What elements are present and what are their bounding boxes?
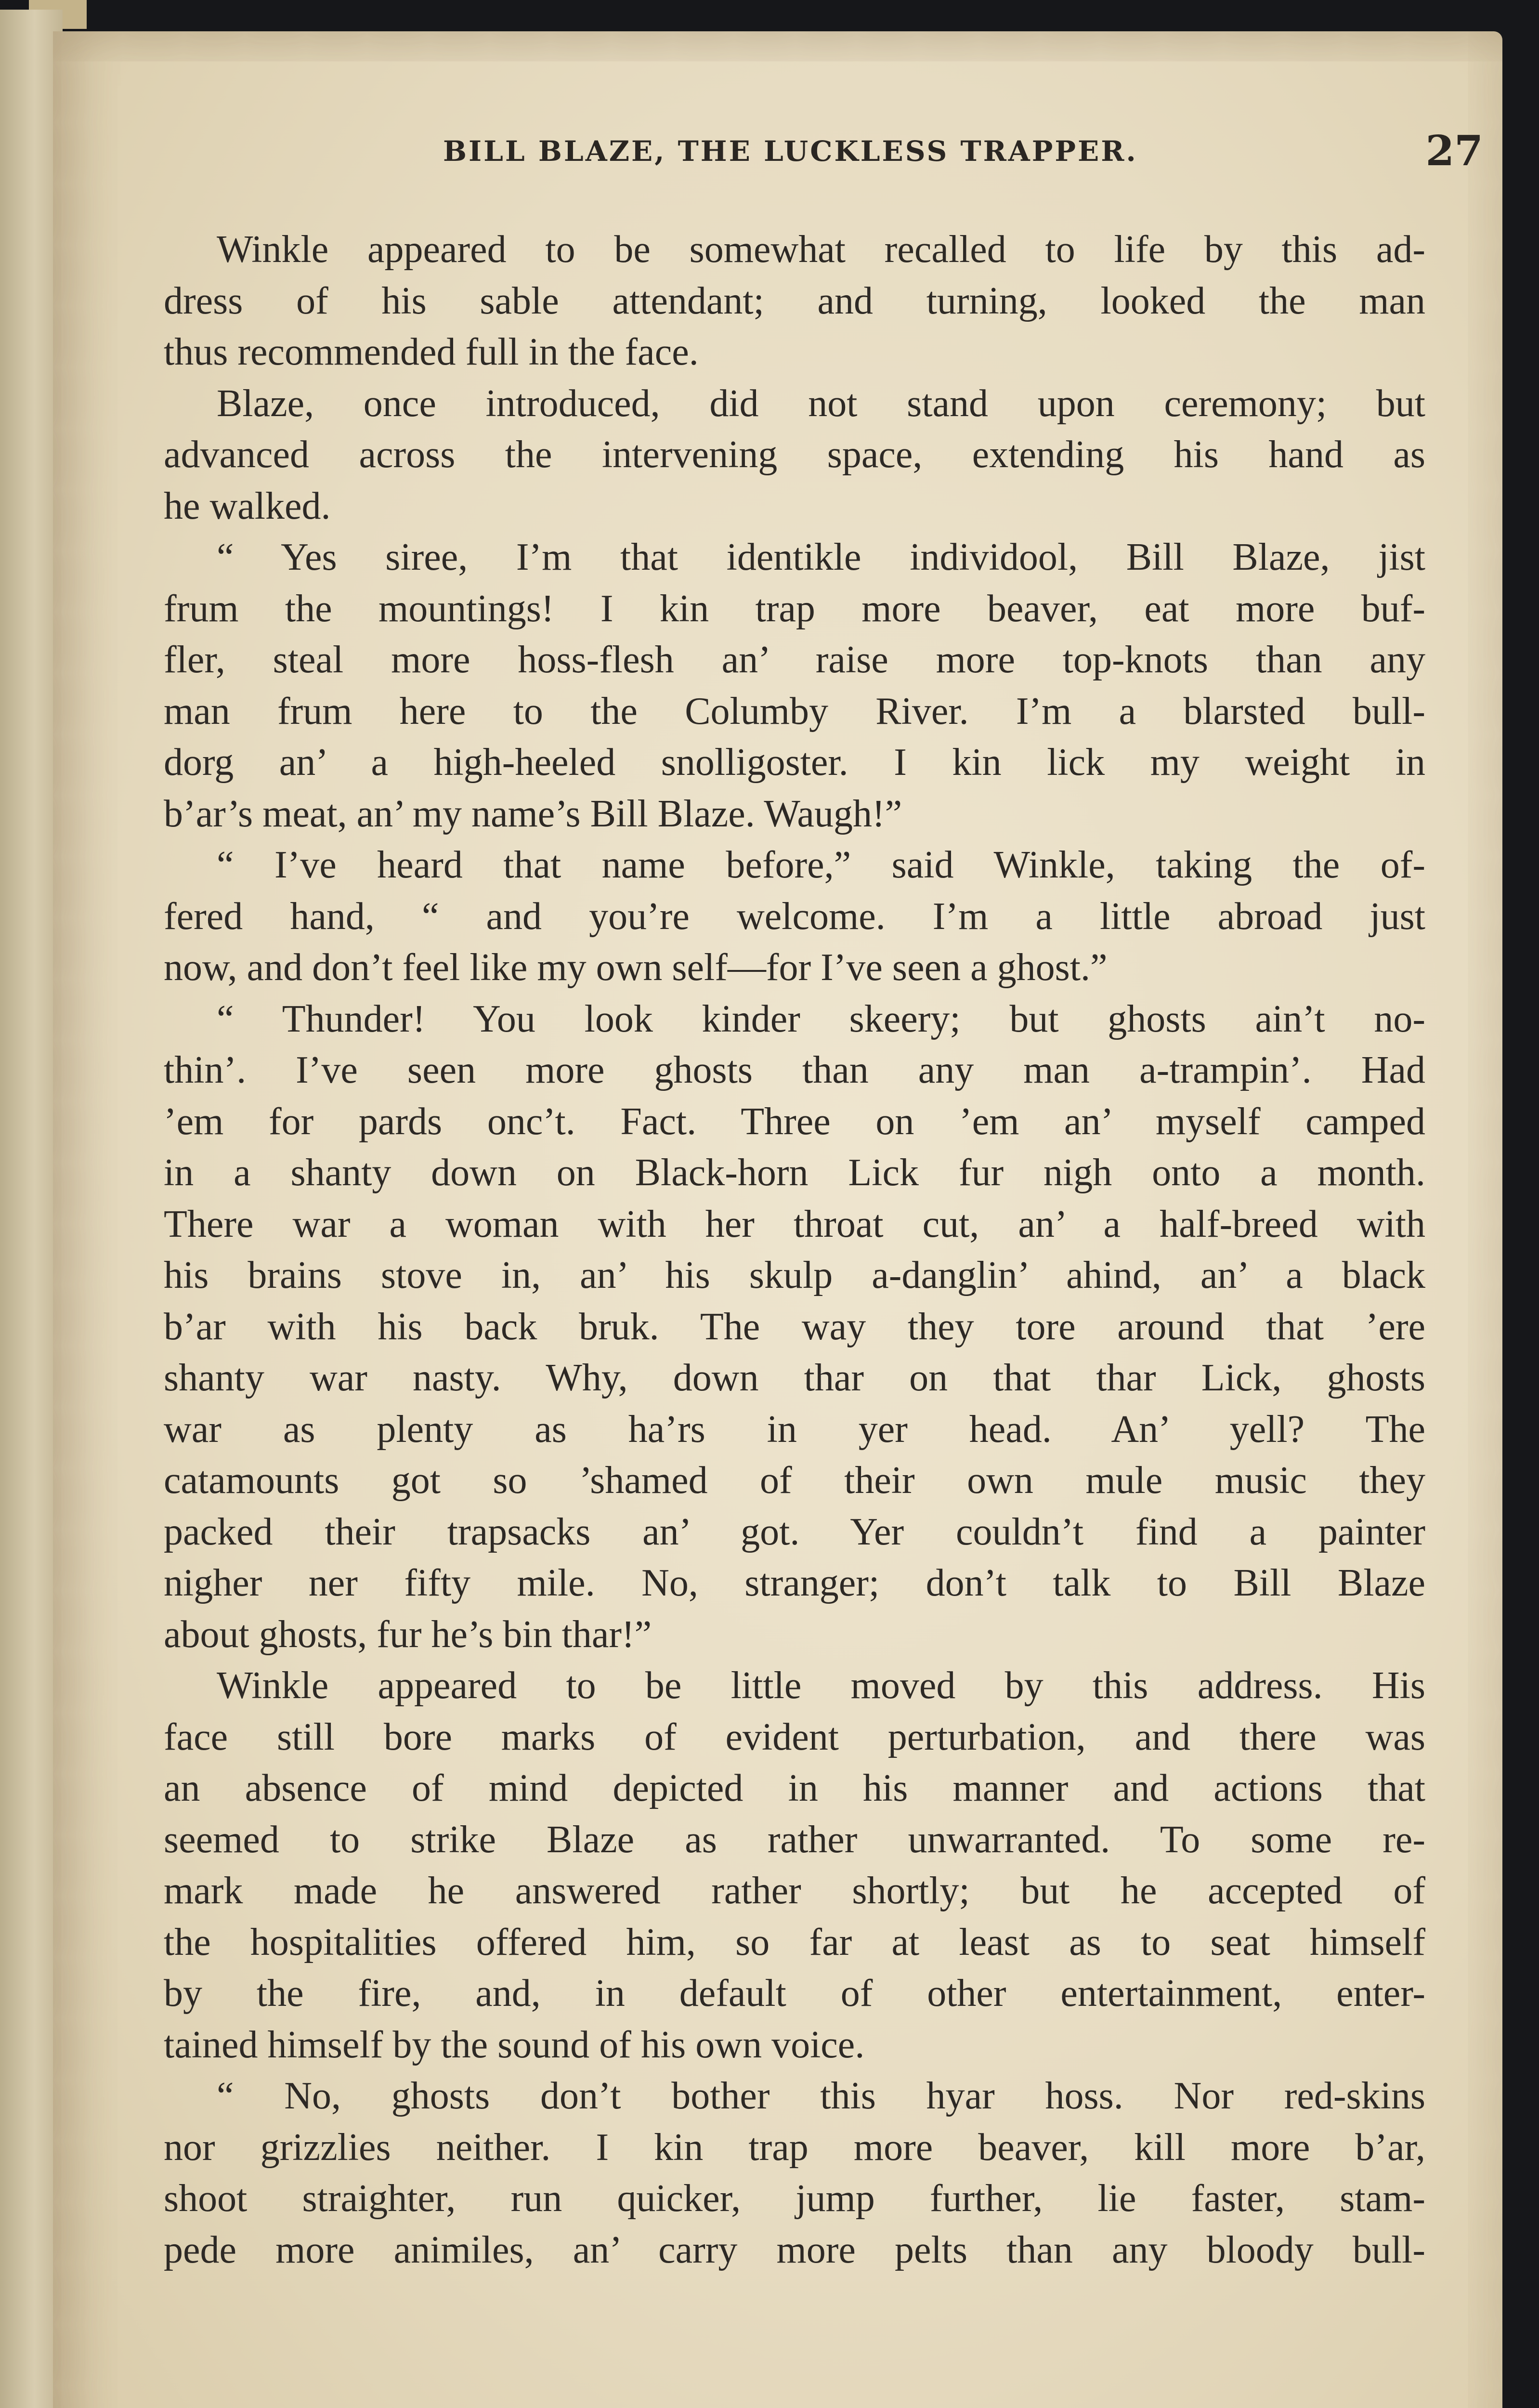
text-line: b’ar’s meat, an’ my name’s Bill Blaze. Waugh!” [164, 792, 902, 835]
page-number: 27 [1425, 127, 1483, 175]
text-line: face still bore marks of evident perturbation, and there was [164, 1715, 1425, 1758]
text-line: tained himself by the sound of his own voice. [164, 2023, 865, 2066]
text-line: nor grizzlies neither. I kin trap more beaver, kill more b’ar, [164, 2126, 1425, 2169]
text-line: in a shanty down on Black-horn Lick fur nigh onto a month. [164, 1152, 1425, 1194]
text-line: shanty war nasty. Why, down thar on that thar Lick, ghosts [164, 1357, 1425, 1399]
text-line: an absence of mind depicted in his manner and actions that [164, 1767, 1425, 1809]
text-line: by the fire, and, in default of other entertainment, enter- [164, 1972, 1425, 2015]
text-line: about ghosts, fur he’s bin thar!” [164, 1613, 652, 1656]
text-line: b’ar with his back bruk. The way they tore around that ’ere [164, 1305, 1425, 1348]
text-line: the hospitalities offered him, so far at least as to seat himself [164, 1921, 1425, 1963]
text-line: now, and don’t feel like my own self—for I’ve seen a ghost.” [164, 946, 1108, 989]
text-line: ’em for pards onc’t. Fact. Three on ’em an’ myself camped [164, 1100, 1425, 1143]
text-line: packed their trapsacks an’ got. Yer couldn’t find a painter [164, 1510, 1425, 1553]
text-line: his brains stove in, an’ his skulp a-danglin’ ahind, an’ a black [164, 1254, 1425, 1296]
text-line: There war a woman with her throat cut, an’ a half-breed with [164, 1203, 1425, 1245]
text-line: “ Thunder! You look kinder skeery; but ghosts ain’t no- [217, 997, 1425, 1040]
text-line: frum the mountings! I kin trap more beaver, eat more buf- [164, 587, 1425, 630]
text-line: fered hand, “ and you’re welcome. I’m a little abroad just [164, 895, 1425, 938]
text-line: war as plenty as ha’rs in yer head. An’ yell? The [164, 1408, 1425, 1451]
text-line: Winkle appeared to be little moved by this address. His [217, 1664, 1425, 1707]
text-line: thin’. I’ve seen more ghosts than any man a-trampin’. Had [164, 1049, 1425, 1091]
text-line: fler, steal more hoss-flesh an’ raise more top-knots than any [164, 639, 1425, 681]
text-line: advanced across the intervening space, extending his hand as [164, 433, 1425, 476]
text-line: nigher ner fifty mile. No, stranger; don’t talk to Bill Blaze [164, 1562, 1425, 1604]
text-line: Blaze, once introduced, did not stand upon ceremony; but [217, 382, 1425, 425]
text-line: dress of his sable attendant; and turning, looked the man [164, 279, 1425, 322]
text-line: shoot straighter, run quicker, jump further, lie faster, stam- [164, 2177, 1425, 2220]
text-line: he walked. [164, 484, 331, 527]
text-line: mark made he answered rather shortly; but he accepted of [164, 1870, 1425, 1912]
text-line: seemed to strike Blaze as rather unwarranted. To some re- [164, 1818, 1425, 1861]
text-line: “ I’ve heard that name before,” said Winkle, taking the of- [217, 844, 1425, 886]
text-line: pede more animiles, an’ carry more pelts than any bloody bull- [164, 2228, 1425, 2271]
text-line: “ No, ghosts don’t bother this hyar hoss. Nor red-skins [217, 2075, 1425, 2117]
running-title: BILL BLAZE, THE LUCKLESS TRAPPER. [443, 135, 1138, 168]
text-line: man frum here to the Columby River. I’m a blarsted bull- [164, 690, 1425, 733]
text-line: catamounts got so ’shamed of their own mule music they [164, 1459, 1425, 1502]
page-body-text [164, 224, 1425, 2276]
text-line: dorg an’ a high-heeled snolligoster. I kin lick my weight in [164, 741, 1425, 784]
text-line: thus recommended full in the face. [164, 331, 699, 373]
text-line: “ Yes siree, I’m that identikle individool, Bill Blaze, jist [217, 536, 1425, 578]
text-line: Winkle appeared to be somewhat recalled to life by this ad- [217, 228, 1425, 271]
